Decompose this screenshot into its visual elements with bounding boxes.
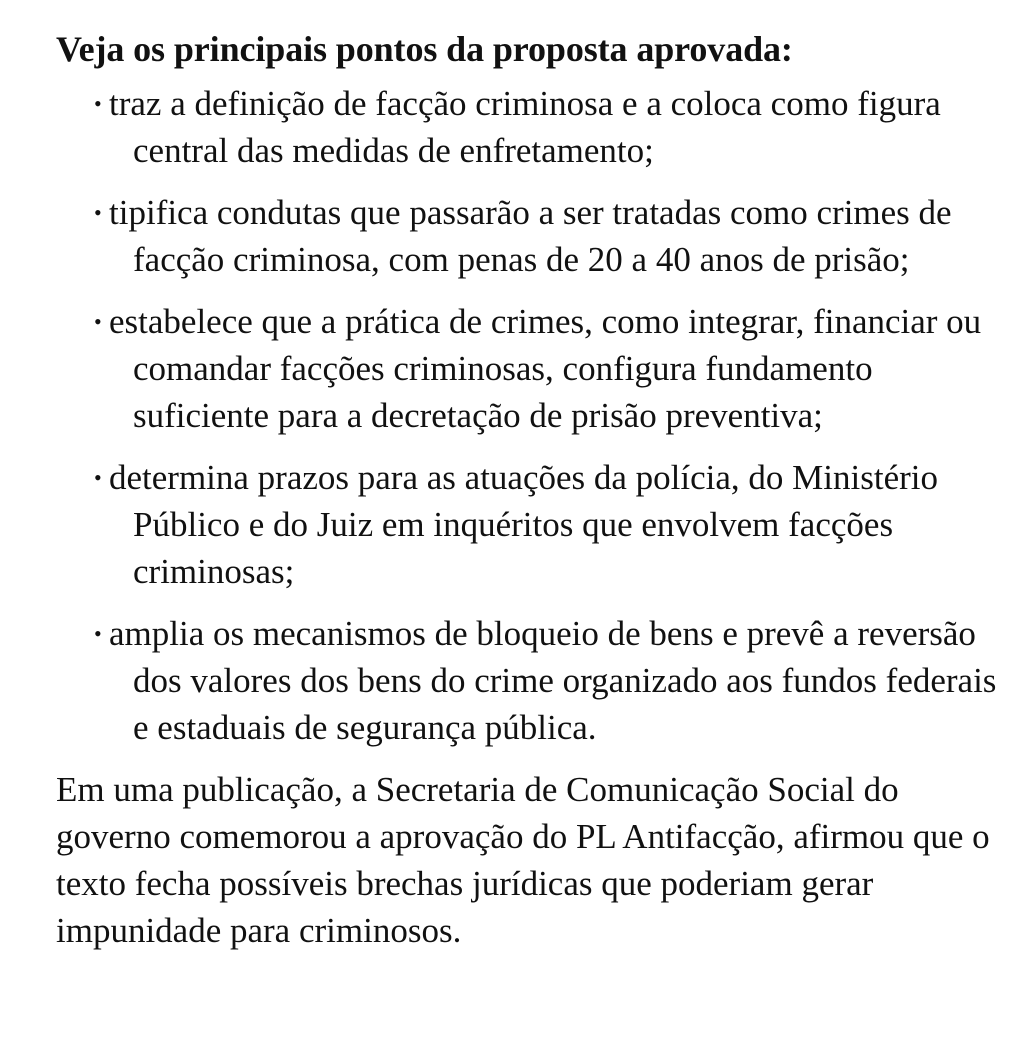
list-item-text: traz a definição de facção criminosa e a coloca como figura central das medidas de enfretamento;: [109, 84, 941, 170]
bullet-icon: •: [94, 309, 102, 334]
closing-paragraph: Em uma publicação, a Secretaria de Comunicação Social do governo comemorou a aprovação do PL Antifacção, afirmou que o texto fecha possíveis brechas jurídicas que poderiam gerar impunidade para criminosos.: [56, 770, 990, 950]
list-item-text: estabelece que a prática de crimes, como integrar, financiar ou comandar facções criminosas, configura fundamento suficiente para a decretação de prisão preventiva;: [109, 302, 982, 435]
section-heading: Veja os principais pontos da proposta aprovada:: [56, 29, 793, 69]
bullet-icon: •: [94, 91, 102, 116]
article-body: [56, 26, 1016, 954]
bullet-icon: •: [94, 621, 102, 646]
list-item-text: amplia os mecanismos de bloqueio de bens e prevê a reversão dos valores dos bens do crime organizado aos fundos federais e estaduais de segurança pública.: [109, 614, 997, 747]
key-points-list: [56, 80, 1016, 751]
list-item: [56, 80, 1016, 174]
bullet-icon: •: [94, 200, 102, 225]
list-item: [56, 454, 1016, 595]
list-item: [56, 298, 1016, 439]
list-item: [56, 189, 1016, 283]
list-item-text: determina prazos para as atuações da polícia, do Ministério Público e do Juiz em inquéritos que envolvem facções criminosas;: [109, 458, 938, 591]
list-item: [56, 610, 1016, 751]
bullet-icon: •: [94, 465, 102, 490]
list-item-text: tipifica condutas que passarão a ser tratadas como crimes de facção criminosa, com penas de 20 a 40 anos de prisão;: [109, 193, 952, 279]
